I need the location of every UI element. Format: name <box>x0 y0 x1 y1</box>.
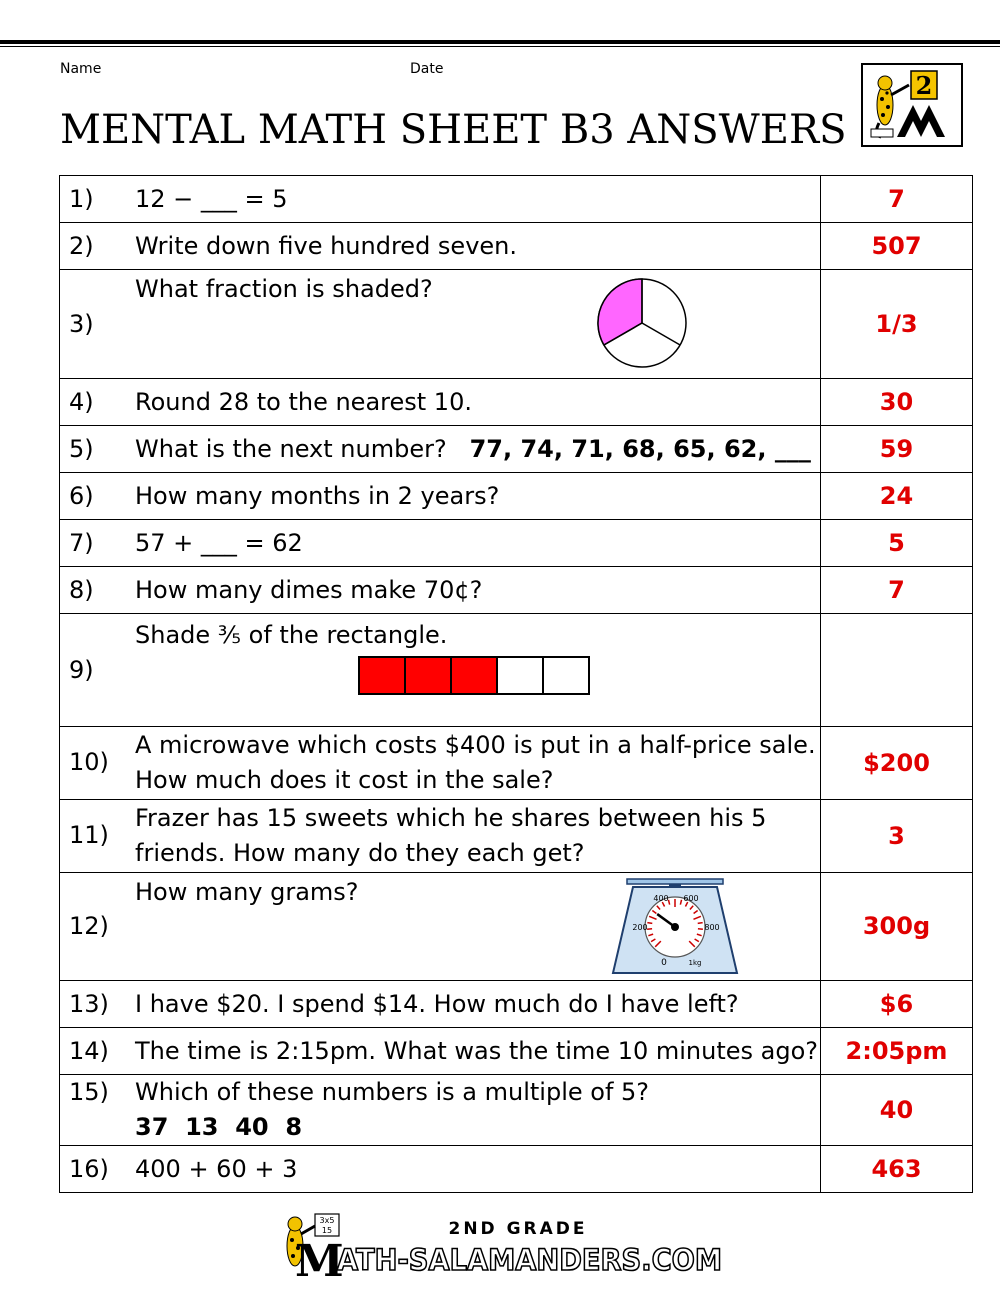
scale-label-400: 400 <box>653 894 669 903</box>
weighing-scale <box>607 877 743 977</box>
scale-label-200: 200 <box>632 923 648 932</box>
footer-site-initial: M <box>295 1236 344 1278</box>
logo-digit: 2 <box>915 71 933 100</box>
question-number: 6) <box>69 481 94 510</box>
answer-cell: 5 <box>821 520 973 567</box>
scale-label-800: 800 <box>704 923 720 932</box>
question-text: 400 + 60 + 3 <box>135 1154 298 1183</box>
answer-cell: 59 <box>821 426 973 473</box>
table-row <box>60 1028 973 1075</box>
scale-label-0: 0 <box>661 958 667 968</box>
question-text: 57 + ___ = 62 <box>135 528 303 557</box>
name-label: Name <box>60 61 102 77</box>
scale-tick <box>698 923 703 924</box>
question-number: 5) <box>69 434 94 463</box>
rect-cell <box>496 658 542 693</box>
question-text: How many dimes make 70¢? <box>135 575 483 604</box>
table-row <box>60 727 973 800</box>
top-rule-thin <box>0 46 1000 47</box>
answer-cell: 7 <box>821 176 973 223</box>
question-text: Write down five hundred seven. <box>135 231 518 260</box>
question-text: What is the next number? <box>135 434 447 463</box>
questions-table <box>59 175 973 1193</box>
scale-label-1kg: 1kg <box>688 959 702 967</box>
question-text: Which of these numbers is a multiple of 5? <box>135 1078 650 1106</box>
answer-cell: 30 <box>821 379 973 426</box>
question-text: The time is 2:15pm. What was the time 10 minutes ago? <box>135 1036 819 1065</box>
question-number: 1) <box>69 184 94 213</box>
table-row <box>60 426 973 473</box>
fraction-rectangle <box>358 656 590 695</box>
table-row <box>60 379 973 426</box>
answer-cell: $200 <box>821 727 973 800</box>
question-text: A microwave which costs $400 is put in a half-price sale. <box>135 731 816 759</box>
answer-cell: $6 <box>821 981 973 1028</box>
number-sequence: 77, 74, 71, 68, 65, 62, ___ <box>469 434 811 463</box>
answer-cell: 300g <box>821 873 973 981</box>
question-number: 4) <box>69 387 94 416</box>
rect-cell-shaded <box>404 658 450 693</box>
question-number: 16) <box>69 1154 109 1183</box>
footer-badge-line1: 3x5 <box>319 1216 335 1225</box>
table-row <box>60 1146 973 1193</box>
question-number: 12) <box>69 912 109 940</box>
table-row <box>60 981 973 1028</box>
answer-cell: 40 <box>821 1075 973 1146</box>
scale-label-600: 600 <box>683 894 699 903</box>
question-text: Round 28 to the nearest 10. <box>135 387 472 416</box>
answer-cell: 1/3 <box>821 270 973 379</box>
question-text: Shade ⅗ of the rectangle. <box>135 621 448 649</box>
fraction-pie <box>595 276 689 370</box>
question-number: 10) <box>69 748 109 776</box>
question-number: 14) <box>69 1036 109 1065</box>
answer-cell: 24 <box>821 473 973 520</box>
table-row <box>60 1075 973 1146</box>
table-row <box>60 270 973 379</box>
rect-cell <box>542 658 588 693</box>
question-text: 12 − ___ = 5 <box>135 184 288 213</box>
rect-cell-shaded <box>360 658 404 693</box>
question-number: 7) <box>69 528 94 557</box>
footer-logo <box>273 1212 728 1278</box>
table-row <box>60 176 973 223</box>
rect-cell-shaded <box>450 658 496 693</box>
top-rule <box>0 40 1000 44</box>
answer-cell: 3 <box>821 800 973 873</box>
table-row <box>60 473 973 520</box>
question-number: 11) <box>69 821 109 849</box>
question-number: 3) <box>69 310 94 338</box>
question-text: Frazer has 15 sweets which he shares between his 5 <box>135 804 767 832</box>
table-row <box>60 800 973 873</box>
question-text-line2: friends. How many do they each get? <box>135 839 585 867</box>
answer-cell: 2:05pm <box>821 1028 973 1075</box>
scale-tick <box>647 923 652 924</box>
question-text: What fraction is shaded? <box>135 275 433 303</box>
question-number: 2) <box>69 231 94 260</box>
footer-site-name: ATH-SALAMANDERS.COM <box>337 1243 722 1277</box>
question-text-line2: How much does it cost in the sale? <box>135 766 554 794</box>
question-number: 13) <box>69 989 109 1018</box>
table-row <box>60 614 973 727</box>
footer-grade: 2ND GRADE <box>448 1219 588 1239</box>
question-number: 9) <box>69 656 94 684</box>
date-label: Date <box>410 61 444 77</box>
table-row <box>60 520 973 567</box>
answer-cell: 463 <box>821 1146 973 1193</box>
number-choices: 37 13 40 8 <box>135 1113 303 1141</box>
question-number: 8) <box>69 575 94 604</box>
question-number: 15) <box>69 1078 109 1106</box>
footer-badge-line2: 15 <box>321 1226 333 1235</box>
question-text: How many months in 2 years? <box>135 481 500 510</box>
page-title: MENTAL MATH SHEET B3 ANSWERS <box>60 107 847 153</box>
answer-cell: 507 <box>821 223 973 270</box>
table-row <box>60 873 973 981</box>
table-row <box>60 223 973 270</box>
salamander-logo <box>861 63 963 147</box>
table-row <box>60 567 973 614</box>
answer-cell: 7 <box>821 567 973 614</box>
question-text: I have $20. I spend $14. How much do I have left? <box>135 989 739 1018</box>
answer-cell <box>821 614 973 727</box>
question-text: How many grams? <box>135 878 359 906</box>
